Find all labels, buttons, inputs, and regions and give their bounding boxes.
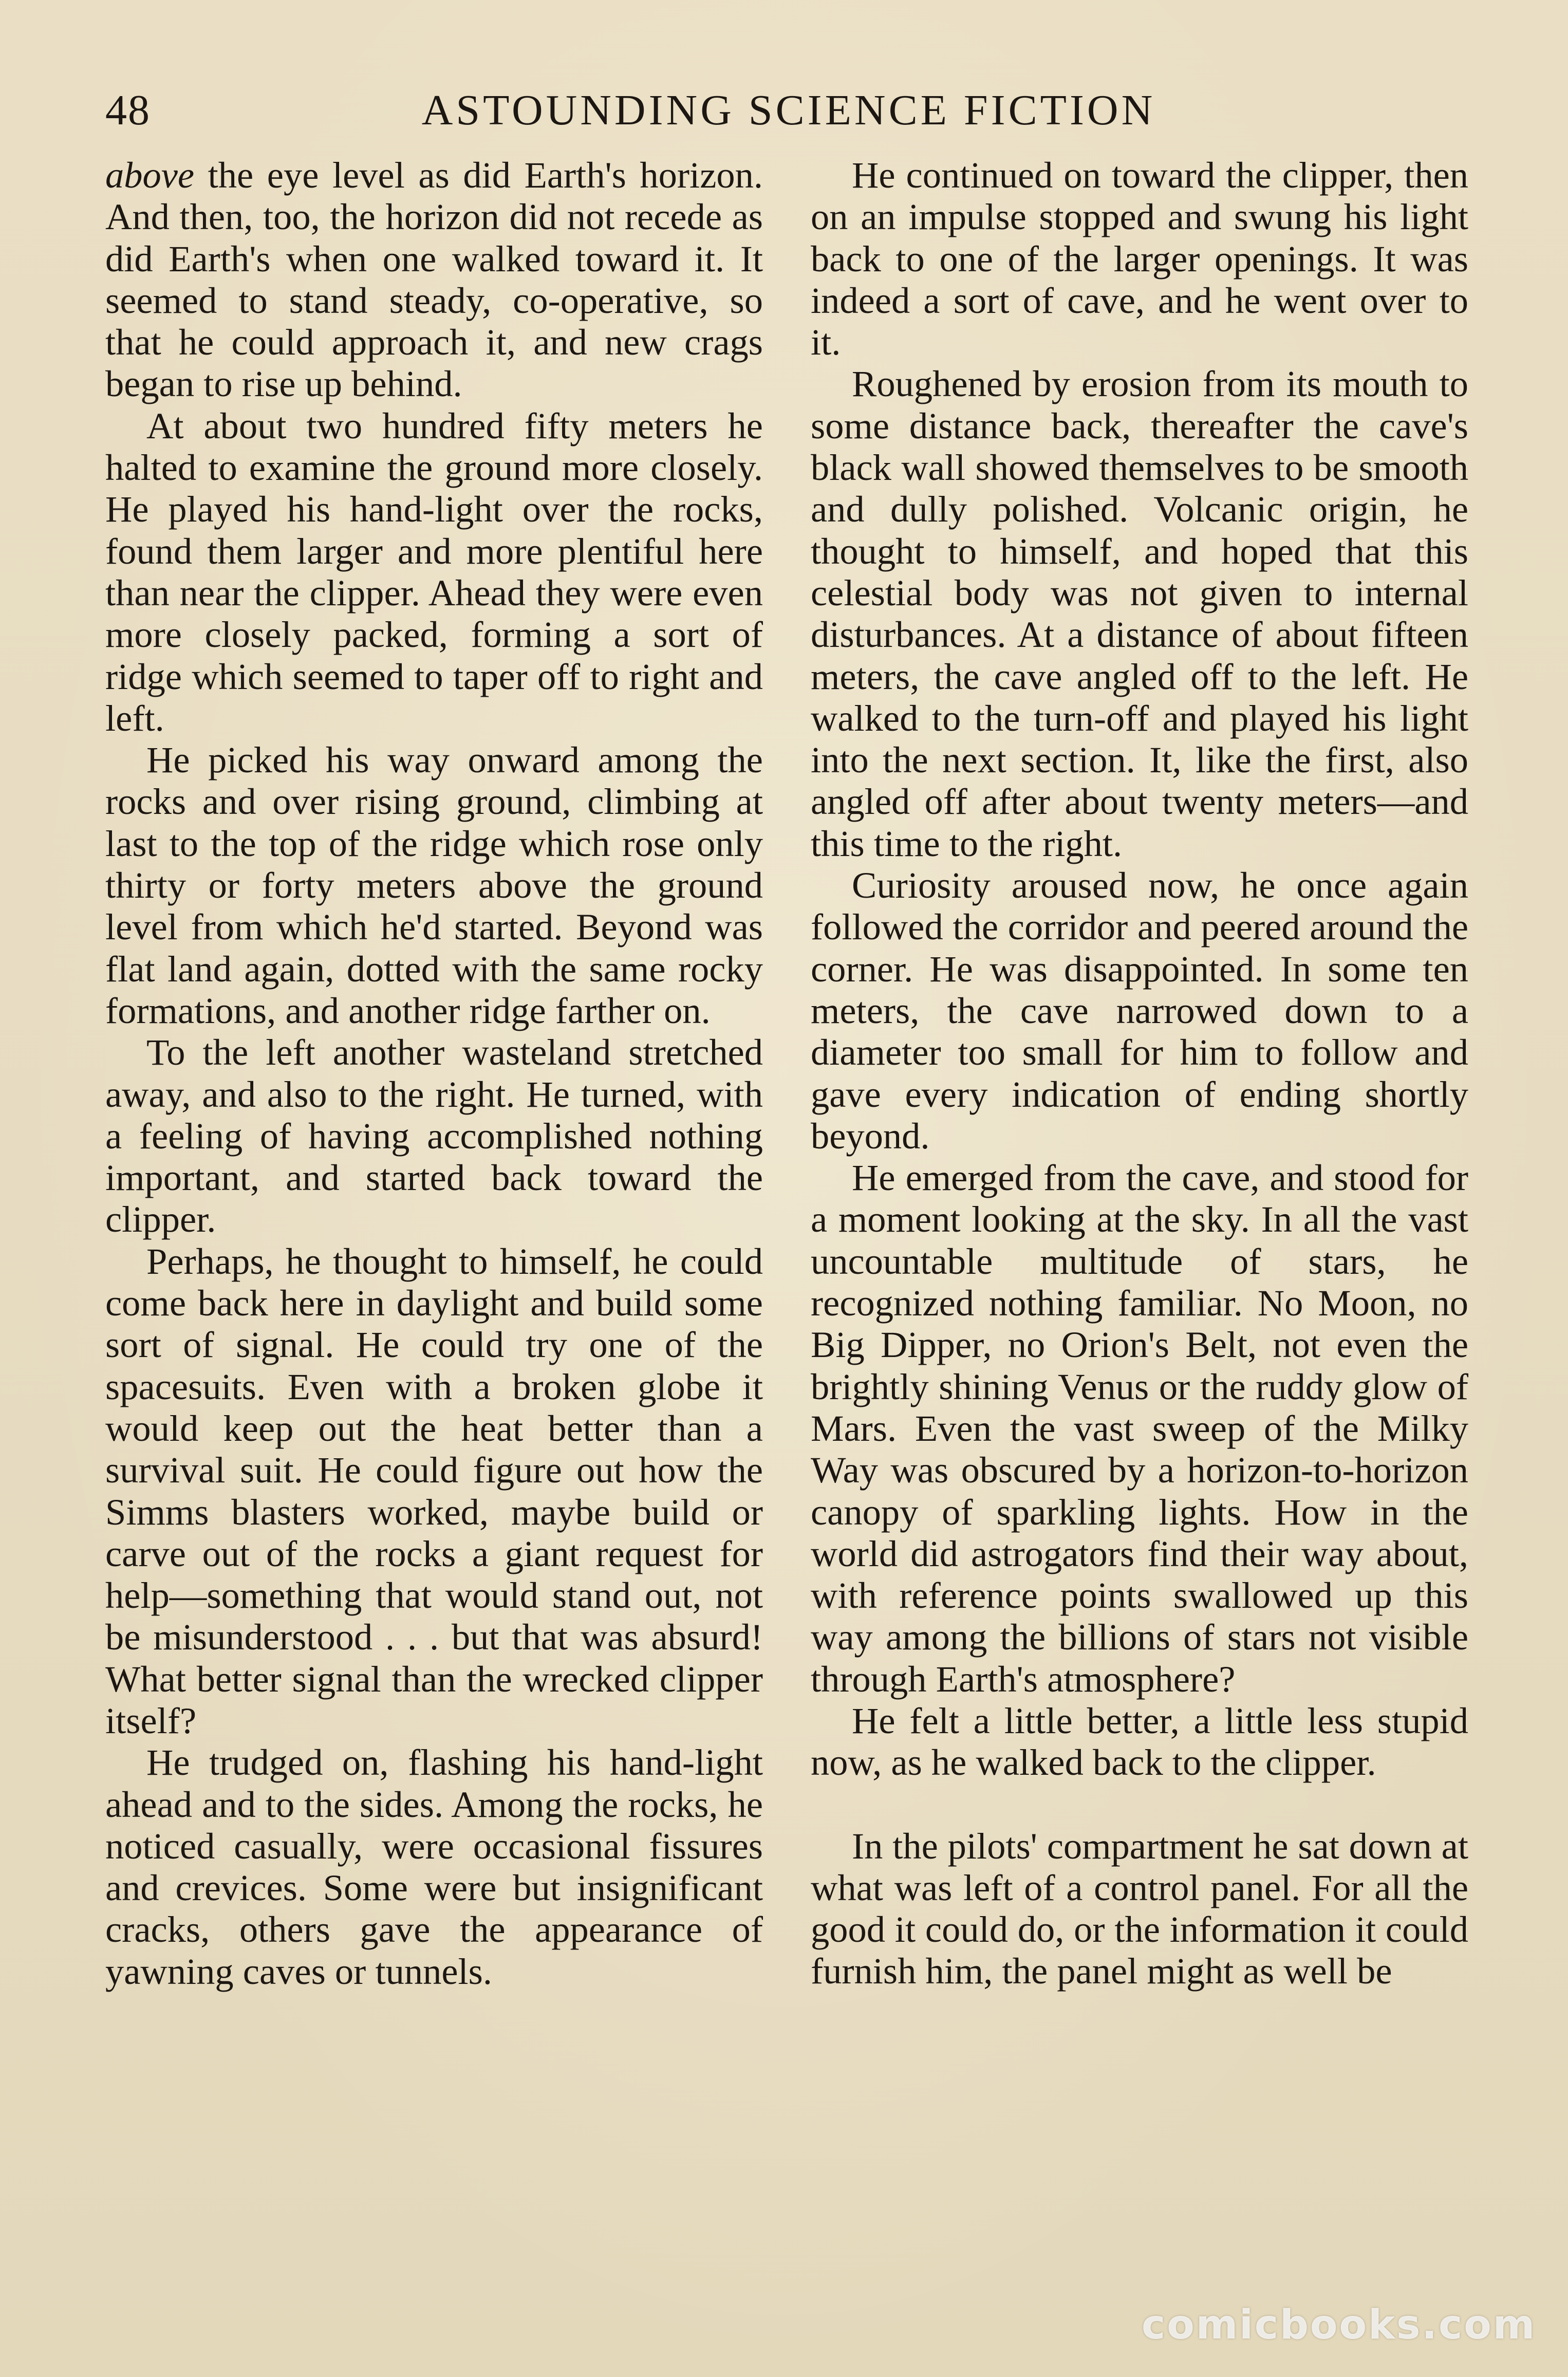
paragraph: He picked his way onward among the rocks and over rising ground, climbing at last to the top of the ridge which rose only thirty or forty meters above the ground level from which he'd started. Beyond was flat land again, dotted with the same rocky formations, and another ridge farther on. xyxy=(105,739,763,1031)
paragraph: He continued on toward the clipper, then on an impulse stopped and swung his light back to one of the larger openings. It was indeed a sort of cave, and he went over to it. xyxy=(811,154,1468,363)
paragraph: To the left another wasteland stretched away, and also to the right. He turned, with a feeling of having accomplished nothing important, and started back toward the clipper. xyxy=(105,1031,763,1240)
paragraph: He emerged from the cave, and stood for a moment looking at the sky. In all the vast uncountable multitude of stars, he recognized nothing familiar. No Moon, no Big Dipper, no Orion's Belt, not even the brightly shining Venus or the ruddy glow of Mars. Even the vast sweep of the Milky Way was obscured by a horizon-to-horizon canopy of sparkling lights. How in the world did astrogators find their way about, with reference points swallowed up this way among the billions of stars not visible through Earth's atmosphere? xyxy=(811,1157,1468,1700)
paragraph: At about two hundred fifty meters he halted to examine the ground more closely. He played his hand-light over the rocks, found them larger and more plentiful here than near the clipper. Ahead they were even more closely packed, forming a sort of ridge which seemed to taper off to right and left. xyxy=(105,404,763,739)
watermark: comicbooks.com xyxy=(1142,2302,1537,2348)
paragraph: In the pilots' compartment he sat down at what was left of a control panel. For all the good it could do, or the information it could furnish him, the panel might as well be xyxy=(811,1825,1468,1992)
italic-word: above xyxy=(105,154,195,196)
left-column xyxy=(105,154,763,1992)
paragraph: Perhaps, he thought to himself, he could come back here in daylight and build some sort of signal. He could try one of the spacesuits. Even with a broken globe it would keep out the heat better than a survival suit. He could figure out how the Simms blasters worked, maybe build or carve out of the rocks a giant request for help—something that would stand out, not be misunderstood . . . but that was absurd! What better signal than the wrecked clipper itself? xyxy=(105,1240,763,1741)
page-header xyxy=(105,82,1472,139)
right-column xyxy=(811,154,1468,1992)
paragraph: Curiosity aroused now, he once again followed the corridor and peered around the corner. He was disappointed. In some ten meters, the cave narrowed down to a diameter too small for him to follow and gave every indication of ending shortly beyond. xyxy=(811,864,1468,1157)
paragraph: Roughened by erosion from its mouth to some distance back, thereafter the cave's black wall showed themselves to be smooth and dully polished. Volcanic origin, he thought to himself, and hoped that this celestial body was not given to internal disturbances. At a distance of about fifteen meters, the cave angled off to the left. He walked to the turn-off and played his light into the next section. It, like the first, also angled off after about twenty meters—and this time to the right. xyxy=(811,363,1468,864)
page-number: 48 xyxy=(105,86,151,134)
running-title: ASTOUNDING SCIENCE FICTION xyxy=(421,86,1156,134)
paragraph: He felt a little better, a little less stupid now, as he walked back to the clipper. xyxy=(811,1699,1468,1784)
paragraph-text: the eye level as did Earth's horizon. And then, too, the horizon did not recede as did Earth's when one walked toward it. It seemed to stand steady, co-operative, so that he could approach it, and new crags began to rise up behind. xyxy=(105,154,763,405)
paragraph: He trudged on, flashing his hand-light ahead and to the sides. Among the rocks, he noticed casually, were occasional fissures and crevices. Some were but insignificant cracks, others gave the appearance of yawning caves or tunnels. xyxy=(105,1741,763,1992)
paragraph xyxy=(105,154,763,405)
